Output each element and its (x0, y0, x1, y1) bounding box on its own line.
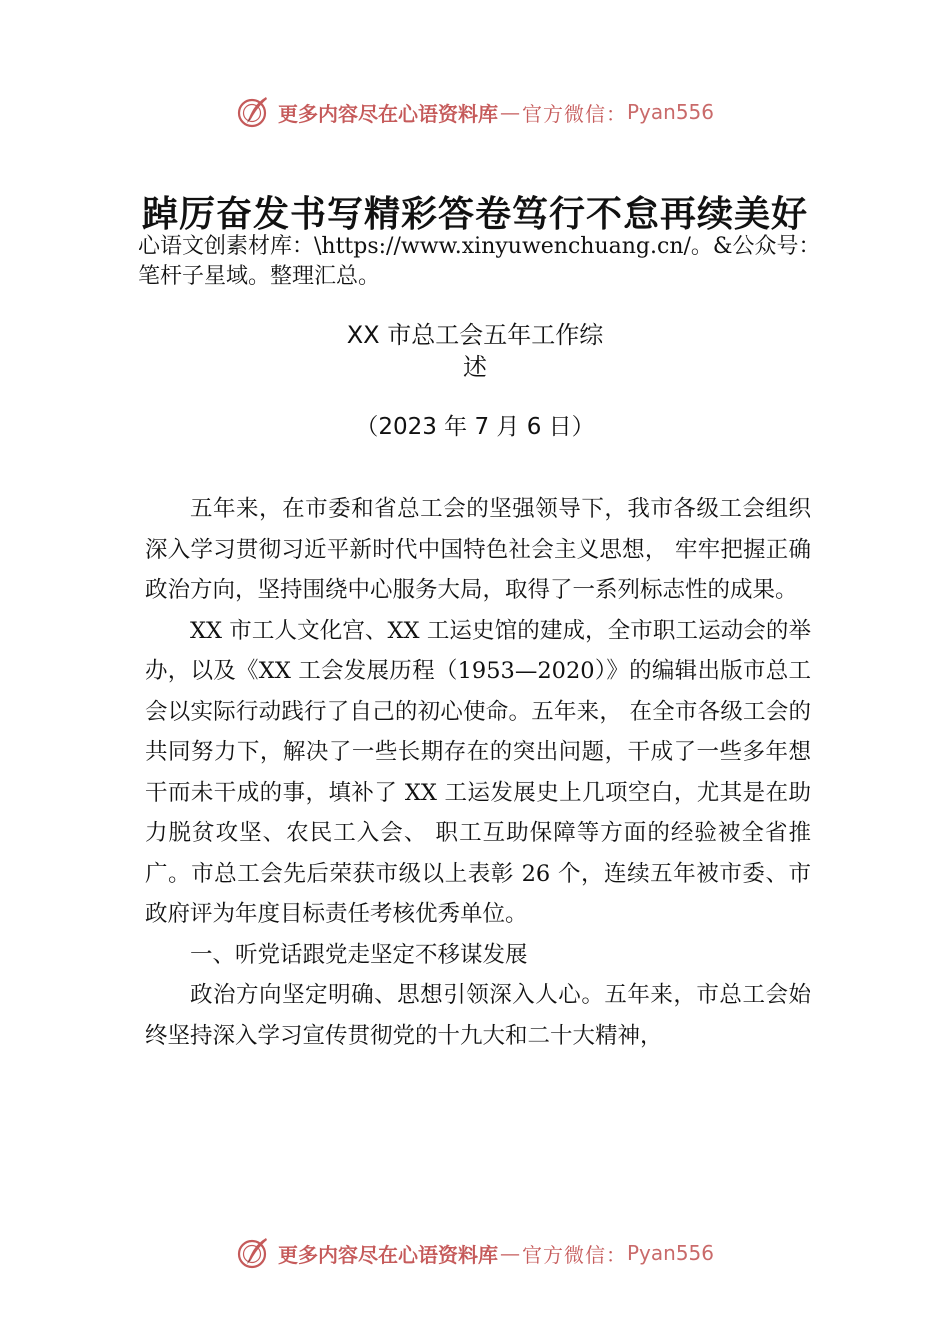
document-title-line-2: 述 (463, 353, 487, 381)
source-note: 心语文创素材库：\https://www.xinyuwenchuang.cn/。&公众号：笔杆子星域。整理汇总。 (138, 234, 821, 289)
banner-separator: — (499, 1241, 520, 1265)
banner-handle: Pyan556 (626, 100, 714, 124)
document-date: （2023 年 7 月 6 日） (355, 414, 595, 440)
banner-label: 更多内容尽在心语资料库 (277, 1242, 498, 1267)
quill-pen-seal-icon (236, 1235, 272, 1271)
banner-wechat-label: 官方微信： (521, 1242, 627, 1267)
document-body (145, 489, 811, 1056)
section-heading-1: 一、听党话跟党走坚定不移谋发展 (190, 941, 528, 968)
quill-pen-seal-icon (236, 94, 272, 130)
banner-label: 更多内容尽在心语资料库 (277, 101, 498, 126)
page-title: 踔厉奋发书写精彩答卷笃行不怠再续美好 (141, 193, 808, 235)
paragraph-achievements: XX 市工人文化宫、XX 工运史馆的建成，全市职工运动会的举办，以及《XX 工会发展历程（1953—2020）》的编辑出版市总工会以实际行动践行了自己的初心使命。五年来， 在全市各级工会的共同努力下，解决了一些长期存在的突出问题，干成了一些多年想干而未干成的事，填补了 XX 工运发展史上几项空白，尤其是在助力脱贫攻坚、农民工入会、 职工互助保障等方面的经验被全省推广。市总工会先后荣获市级以上表彰 26 个，连续五年被市委、市政府评为年度目标责任考核优秀单位。 (145, 617, 811, 927)
paragraph-political-direction: 政治方向坚定明确、思想引领深入人心。五年来，市总工会始终坚持深入学习宣传贯彻党的十九大和二十大精神， (145, 982, 811, 1049)
banner-handle: Pyan556 (626, 1241, 714, 1265)
bottom-watermark-banner (0, 1233, 950, 1273)
top-watermark-banner (0, 92, 950, 132)
banner-wechat-label: 官方微信： (521, 101, 627, 126)
paragraph-intro: 五年来，在市委和省总工会的坚强领导下，我市各级工会组织深入学习贯彻习近平新时代中国特色社会主义思想， 牢牢把握正确政治方向，坚持围绕中心服务大局，取得了一系列标志性的成果。 (145, 496, 811, 603)
document-title-line-1: XX 市总工会五年工作综 (346, 321, 604, 349)
banner-separator: — (499, 100, 520, 124)
document-title (0, 319, 950, 383)
